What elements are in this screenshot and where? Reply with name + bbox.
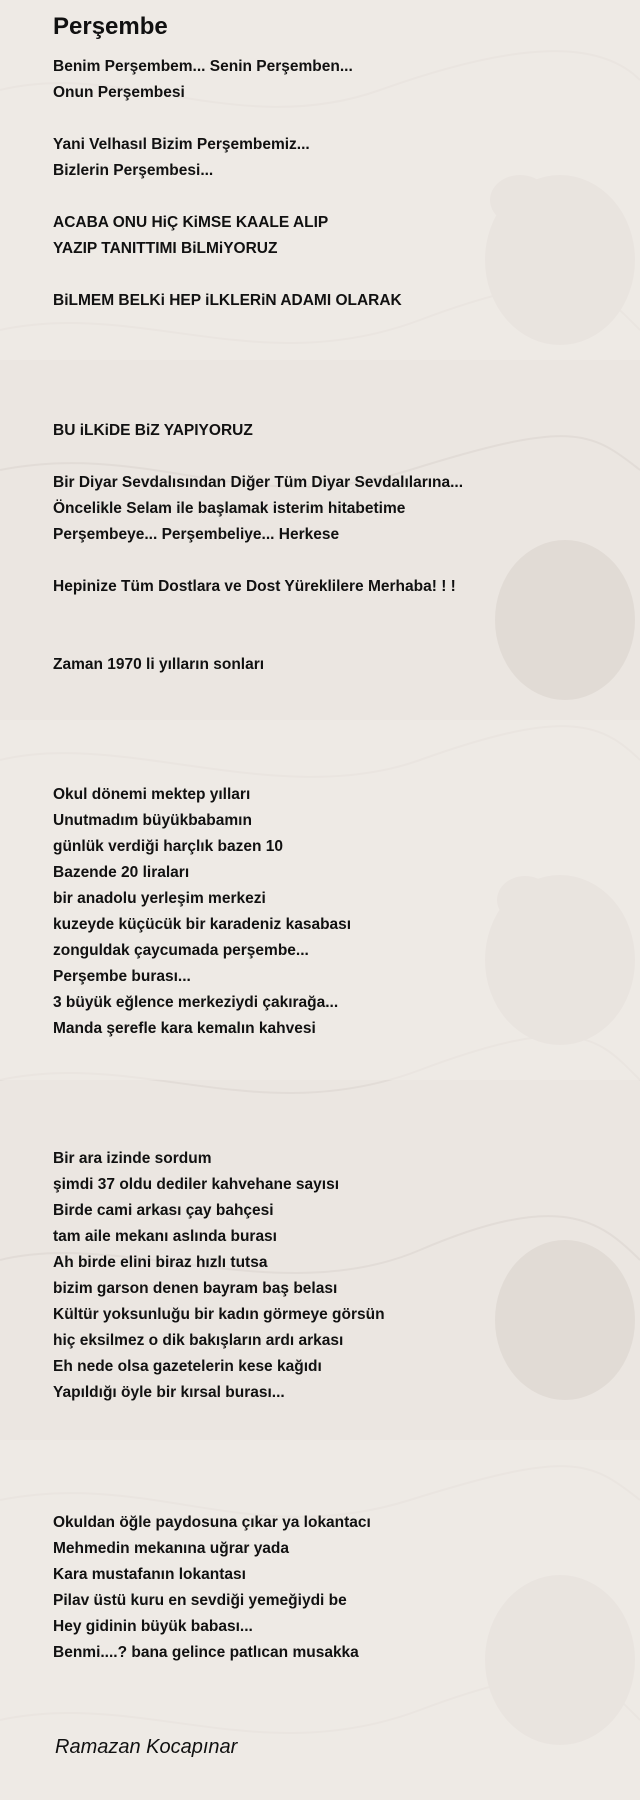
poem-line: Bir ara izinde sordum <box>53 1150 212 1167</box>
poem-line: Pilav üstü kuru en sevdiği yemeğiydi be <box>53 1592 347 1609</box>
poem-line: Onun Perşembesi <box>53 84 185 101</box>
poem-line: Yani Velhasıl Bizim Perşembemiz... <box>53 136 310 153</box>
poem-line: Okul dönemi mektep yılları <box>53 786 251 803</box>
blank-line <box>53 1458 613 1484</box>
poem-author: Ramazan Kocapınar <box>55 1736 238 1758</box>
blank-line <box>53 704 613 730</box>
poem-title: Perşembe <box>53 13 168 40</box>
blank-line <box>53 1484 613 1510</box>
blank-line <box>53 106 613 132</box>
poem-line: Eh nede olsa gazetelerin kese kağıdı <box>53 1358 322 1375</box>
blank-line <box>53 756 613 782</box>
blank-line <box>53 392 613 418</box>
poem-line: ACABA ONU HiÇ KiMSE KAALE ALIP <box>53 214 329 231</box>
poem-line: Kara mustafanın lokantası <box>53 1566 246 1583</box>
blank-line <box>53 1068 613 1094</box>
blank-line <box>53 340 613 366</box>
poem-line: zonguldak çaycumada perşembe... <box>53 942 309 959</box>
poem-line: Benmi....? bana gelince patlıcan musakka <box>53 1644 359 1661</box>
blank-line <box>53 444 613 470</box>
poem-line: BU iLKiDE BiZ YAPIYORUZ <box>53 422 253 439</box>
blank-line <box>53 262 613 288</box>
poem-line: Manda şerefle kara kemalın kahvesi <box>53 1020 316 1037</box>
blank-line <box>53 548 613 574</box>
blank-line <box>53 730 613 756</box>
blank-line <box>53 184 613 210</box>
poem-line: Bir Diyar Sevdalısından Diğer Tüm Diyar Sevdalılarına... <box>53 474 464 491</box>
poem-line: tam aile mekanı aslında burası <box>53 1228 277 1245</box>
poem-line: Hey gidinin büyük babası... <box>53 1618 253 1635</box>
blank-line <box>53 626 613 652</box>
poem-line: Unutmadım büyükbabamın <box>53 812 252 829</box>
blank-line <box>53 1042 613 1068</box>
blank-line <box>53 678 613 704</box>
poem-line: Benim Perşembem... Senin Perşemben... <box>53 58 353 75</box>
poem-line: Hepinize Tüm Dostlara ve Dost Yüreklilere Merhaba! ! ! <box>53 578 456 595</box>
poem-line: Zaman 1970 li yılların sonları <box>53 656 265 673</box>
poem-lines <box>53 54 613 1666</box>
poem-line: YAZIP TANITTIMI BiLMiYORUZ <box>53 240 278 257</box>
poem-line: Perşembe burası... <box>53 968 191 985</box>
poem-line: günlük verdiği harçlık bazen 10 <box>53 838 283 855</box>
poem-line: Mehmedin mekanına uğrar yada <box>53 1540 290 1557</box>
blank-line <box>53 366 613 392</box>
blank-line <box>53 600 613 626</box>
poem-line: kuzeyde küçücük bir karadeniz kasabası <box>53 916 352 933</box>
poem-line: Bizlerin Perşembesi... <box>53 162 214 179</box>
poem-line: bizim garson denen bayram baş belası <box>53 1280 338 1297</box>
blank-line <box>53 1406 613 1432</box>
blank-line <box>53 1094 613 1120</box>
poem-body <box>53 10 613 1666</box>
blank-line <box>53 1432 613 1458</box>
poem-line: Okuldan öğle paydosuna çıkar ya lokantacı <box>53 1514 371 1531</box>
blank-line <box>53 314 613 340</box>
poem-line: Bazende 20 liraları <box>53 864 190 881</box>
poem-line: Birde cami arkası çay bahçesi <box>53 1202 274 1219</box>
poem-line: Ah birde elini biraz hızlı tutsa <box>53 1254 268 1271</box>
poem-line: Perşembeye... Perşembeliye... Herkese <box>53 526 340 543</box>
poem-line: Kültür yoksunluğu bir kadın görmeye görsün <box>53 1306 385 1323</box>
poem-line: hiç eksilmez o dik bakışların ardı arkası <box>53 1332 344 1349</box>
poem-line: Yapıldığı öyle bir kırsal burası... <box>53 1384 285 1401</box>
blank-line <box>53 1120 613 1146</box>
poem-line: 3 büyük eğlence merkeziydi çakırağa... <box>53 994 339 1011</box>
poem-line: bir anadolu yerleşim merkezi <box>53 890 266 907</box>
poem-line: şimdi 37 oldu dediler kahvehane sayısı <box>53 1176 340 1193</box>
poem-line: Öncelikle Selam ile başlamak isterim hitabetime <box>53 500 406 517</box>
poem-line: BiLMEM BELKi HEP iLKLERiN ADAMI OLARAK <box>53 292 402 309</box>
